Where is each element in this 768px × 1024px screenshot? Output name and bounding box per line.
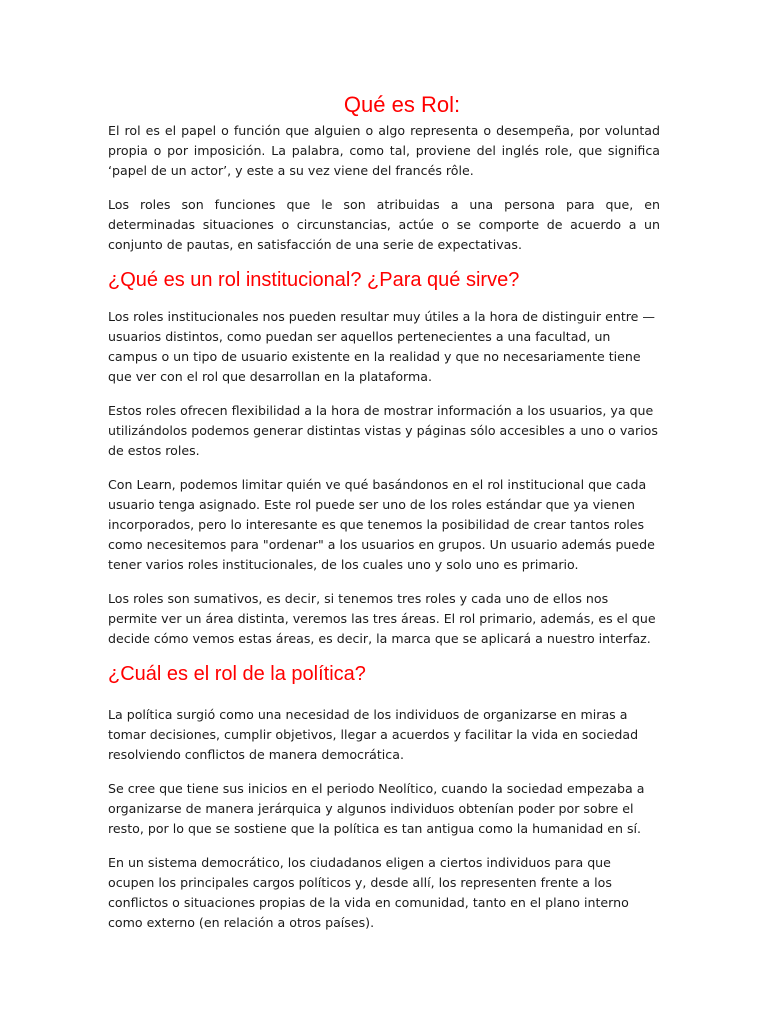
- paragraph-rol-definition: El rol es el papel o función que alguien o algo representa o desempeña, por voluntad propia o por imposición. La palabra, como tal, proviene del inglés role, que significa ‘papel de un actor’, y este a su vez viene del francés rôle.: [108, 123, 660, 178]
- paragraph-roles-functions: Los roles son funciones que le son atribuidas a una persona para que, en determinadas situaciones o circunstancias, actúe o se comporte de acuerdo a un conjunto de pautas, en satisfacción de una serie de expectativas.: [108, 197, 660, 252]
- paragraph-politica-surgio: La política surgió como una necesidad de los individuos de organizarse en miras a tomar decisiones, cumplir objetivos, llegar a acuerdos y facilitar la vida en sociedad resolviendo conflictos de manera democrática.: [108, 707, 639, 762]
- paragraph-sumativos: Los roles son sumativos, es decir, si tenemos tres roles y cada uno de ellos nos permite ver un área distinta, veremos las tres áreas. El rol primario, además, es el que decide cómo vemos estas áreas, es decir, la marca que se aplicará a nuestro interfaz.: [108, 591, 656, 646]
- document-title: Qué es Rol:: [343, 92, 461, 117]
- heading-rol-institucional: ¿Qué es un rol institucional? ¿Para qué sirve?: [108, 269, 520, 291]
- paragraph-sistema-democratico: En un sistema democrático, los ciudadanos eligen a ciertos individuos para que ocupen los principales cargos políticos y, desde allí, los representen frente a los conflictos o situaciones propias de la vida en comunidad, tanto en el plano interno como externo (en relación a otros países).: [108, 855, 629, 930]
- paragraph-flexibilidad: Estos roles ofrecen flexibilidad a la hora de mostrar información a los usuarios, ya que utilizándolos podemos generar distintas vistas y páginas sólo accesibles a uno o varios de estos roles.: [108, 403, 658, 458]
- paragraph-neolitico: Se cree que tiene sus inicios en el periodo Neolítico, cuando la sociedad empezaba a organizarse de manera jerárquica y algunos individuos obtenían poder por sobre el resto, por lo que se sostiene que la política es tan antigua como la humanidad en sí.: [108, 781, 645, 836]
- paragraph-learn: Con Learn, podemos limitar quién ve qué basándonos en el rol institucional que cada usuario tenga asignado. Este rol puede ser uno de los roles estándar que ya vienen incorporados, pero lo interesante es que tenemos la posibilidad de crear tantos roles como necesitemos para "ordenar" a los usuarios en grupos. Un usuario además puede tener varios roles institucionales, de los cuales uno y solo uno es primario.: [108, 477, 655, 572]
- heading-rol-politica: ¿Cuál es el rol de la política?: [108, 663, 366, 685]
- paragraph-roles-institucionales: Los roles institucionales nos pueden resultar muy útiles a la hora de distinguir entre — usuarios distintos, como puedan ser aquellos pertenecientes a una facultad, un campus o un tipo de usuario existente en la realidad y que no necesariamente tiene que ver con el rol que desarrollan en la plataforma.: [108, 309, 655, 384]
- document-page: [108, 0, 660, 933]
